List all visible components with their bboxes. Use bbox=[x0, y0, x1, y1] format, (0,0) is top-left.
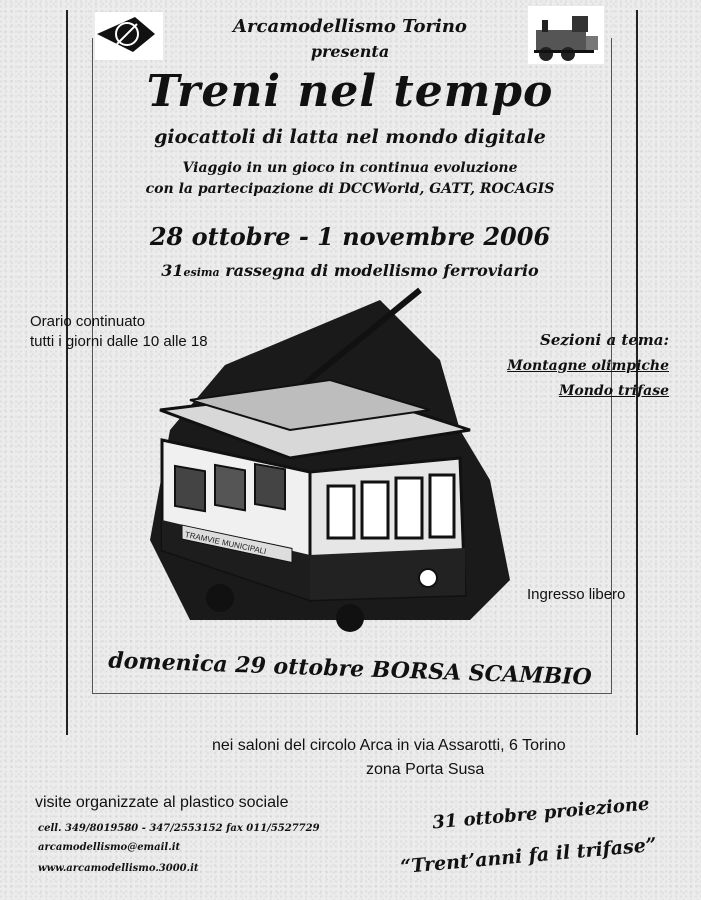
edition-number: 31 bbox=[161, 261, 184, 280]
club-logo-icon bbox=[95, 12, 163, 60]
tram-illustration bbox=[130, 280, 510, 640]
visits-info: visite organizzate al plastico sociale bbox=[35, 794, 289, 811]
hours-line-1: Orario continuato bbox=[30, 313, 146, 330]
edition-line bbox=[100, 261, 600, 280]
sections-heading: Sezioni a tema: bbox=[540, 331, 669, 349]
edition-text: rassegna di modellismo ferroviario bbox=[219, 261, 539, 280]
frame-inner-left bbox=[92, 38, 93, 693]
event-subtitle: giocattoli di latta nel mondo digitale bbox=[154, 126, 546, 148]
contact-email: arcamodellismo@email.it bbox=[38, 842, 181, 853]
tram-icon bbox=[130, 280, 510, 640]
intro-line-1: Viaggio in un gioco in continua evoluzione bbox=[182, 160, 518, 176]
section-montagne: Montagne olimpiche bbox=[507, 358, 669, 374]
event-dates: 28 ottobre - 1 novembre 2006 bbox=[149, 222, 551, 251]
org-name: Arcamodellismo Torino bbox=[233, 16, 467, 37]
borsa-scambio: domenica 29 ottobre BORSA SCAMBIO bbox=[107, 647, 593, 691]
locomotive-icon bbox=[528, 6, 604, 64]
projection-line-2: “Trent’anni fa il trifase” bbox=[399, 833, 658, 879]
contact-web: www.arcamodellismo.3000.it bbox=[38, 863, 199, 874]
tram-sign: TRAMVIE MUNICIPALI bbox=[184, 530, 268, 557]
intro-line-2: con la partecipazione di DCCWorld, GATT, ROCAGIS bbox=[145, 181, 555, 197]
event-title: Treni nel tempo bbox=[146, 66, 554, 117]
locomotive-picture bbox=[528, 6, 604, 64]
contact-phones: cell. 349/8019580 - 347/2553152 fax 011/5527729 bbox=[38, 823, 320, 834]
venue-line-1: nei saloni del circolo Arca in via Assarotti, 6 Torino bbox=[212, 737, 566, 754]
frame-left bbox=[66, 10, 68, 735]
presenta-label: presenta bbox=[310, 42, 390, 61]
edition-suffix: esima bbox=[183, 266, 220, 279]
entry-info: Ingresso libero bbox=[527, 586, 626, 603]
hours-line-2: tutti i giorni dalle 10 alle 18 bbox=[30, 333, 208, 350]
section-trifase: Mondo trifase bbox=[558, 383, 669, 399]
venue-line-2: zona Porta Susa bbox=[366, 761, 485, 778]
frame-inner-bottom bbox=[92, 693, 612, 694]
projection-line-1: 31 ottobre proiezione bbox=[431, 793, 651, 834]
club-logo bbox=[95, 12, 163, 60]
